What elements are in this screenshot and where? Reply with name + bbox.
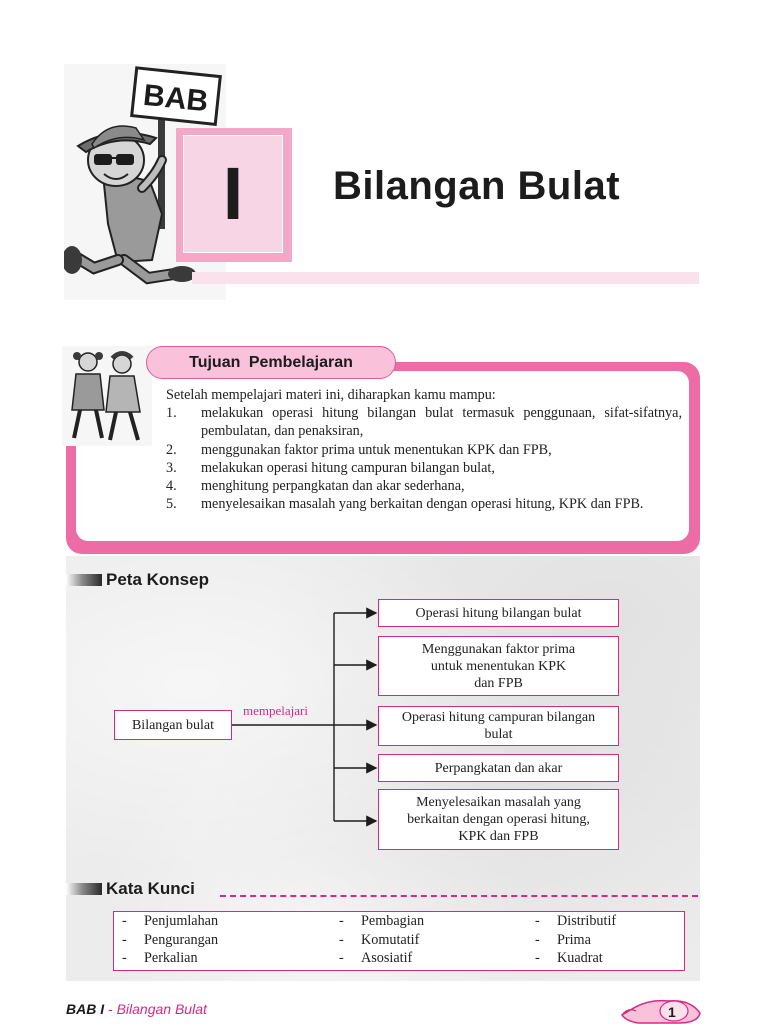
footer-separator: -	[108, 1001, 113, 1017]
concept-branch-node: Perpangkatan dan akar	[378, 754, 619, 782]
concept-branch-node: Menggunakan faktor prima untuk menentukan KPK dan FPB	[378, 636, 619, 696]
concept-root-node: Bilangan bulat	[114, 710, 232, 740]
keyword-item: - Perkalian	[122, 950, 198, 966]
concept-branch-node: Menyelesaikan masalah yang berkaitan dengan operasi hitung, KPK dan FPB	[378, 789, 619, 850]
objective-item: 1. melakukan operasi hitung bilangan bulat termasuk penggunaan, sifat-sifatnya, pembulatan, dan penaksiran,	[166, 405, 682, 440]
objective-item: 2. menggunakan faktor prima untuk menentukan KPK dan FPB,	[166, 441, 552, 458]
chapter-title: Bilangan Bulat	[333, 164, 621, 208]
keyword-item: - Prima	[535, 932, 591, 948]
keyword-item: - Kuadrat	[535, 950, 603, 966]
objective-item: 4. menghitung perpangkatan dan akar sederhana,	[166, 478, 465, 495]
objectives-heading-tab	[146, 346, 396, 379]
keyword-item: - Distributif	[535, 913, 617, 929]
keyword-item: - Pembagian	[339, 913, 425, 929]
concept-edge-label: mempelajari	[243, 703, 308, 718]
objectives-intro: Setelah mempelajari materi ini, diharapkan kamu mampu:	[166, 387, 496, 403]
badge-label: BAB	[141, 78, 210, 119]
objective-item: 3. melakukan operasi hitung campuran bilangan bulat,	[166, 459, 495, 476]
keywords-heading: Kata Kunci	[106, 879, 195, 898]
footer-title: Bilangan Bulat	[116, 1001, 207, 1017]
concept-branch-node: Operasi hitung campuran bilangan bulat	[378, 706, 619, 746]
chapter-numeral: I	[222, 152, 244, 235]
concept-map-heading: Peta Konsep	[106, 570, 209, 589]
keyword-item: - Penjumlahan	[122, 913, 219, 929]
students-illustration	[62, 346, 152, 446]
objective-item: 5. menyelesaikan masalah yang berkaitan dengan operasi hitung, KPK dan FPB.	[166, 496, 644, 513]
concept-branch-node: Operasi hitung bilangan bulat	[378, 599, 619, 627]
keyword-item: - Pengurangan	[122, 932, 219, 948]
objectives-heading: Tujuan Pembelajaran	[189, 353, 353, 371]
keyword-item: - Asosiatif	[339, 950, 413, 966]
keyword-item: - Komutatif	[339, 932, 420, 948]
page-number: 1	[668, 1004, 676, 1020]
footer-chapter: BAB I	[66, 1001, 105, 1017]
